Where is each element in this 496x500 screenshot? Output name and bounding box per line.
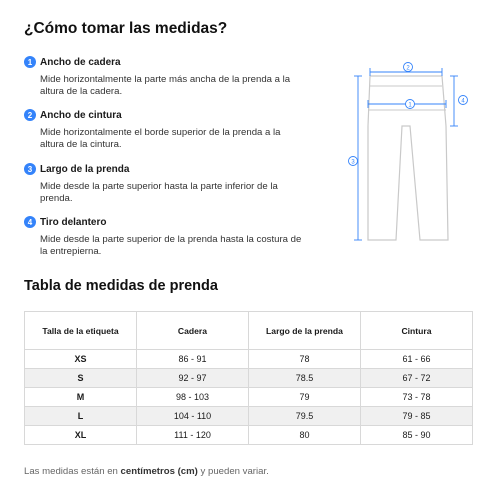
waist-cell: 67 - 72 bbox=[361, 369, 473, 388]
waist-cell: 61 - 66 bbox=[361, 350, 473, 369]
step-number-badge: 2 bbox=[24, 109, 36, 121]
marker-label: 2 bbox=[406, 65, 410, 72]
marker-label: 1 bbox=[408, 102, 412, 109]
size-table bbox=[24, 311, 473, 445]
step-hip-width bbox=[24, 56, 304, 98]
step-title: Ancho de cadera bbox=[40, 56, 121, 68]
table-row bbox=[25, 369, 473, 388]
size-cell: L bbox=[25, 407, 137, 426]
units-note bbox=[24, 466, 269, 477]
size-cell: XS bbox=[25, 350, 137, 369]
size-table-title: Tabla de medidas de prenda bbox=[24, 278, 218, 294]
page-title: ¿Cómo tomar las medidas? bbox=[24, 20, 228, 37]
step-description: Mide desde la parte superior hasta la parte inferior de la prenda. bbox=[40, 181, 278, 204]
hip-cell: 86 - 91 bbox=[137, 350, 249, 369]
step-garment-length bbox=[24, 163, 304, 205]
marker-label: 3 bbox=[351, 159, 355, 166]
table-row bbox=[25, 426, 473, 445]
hip-cell: 104 - 110 bbox=[137, 407, 249, 426]
step-number-badge: 4 bbox=[24, 216, 36, 228]
step-waist-width bbox=[24, 109, 304, 151]
waist-cell: 85 - 90 bbox=[361, 426, 473, 445]
step-title: Ancho de cintura bbox=[40, 109, 122, 121]
note-text-end: y pueden variar. bbox=[197, 466, 269, 477]
column-header-hip: Cadera bbox=[137, 312, 249, 350]
hip-cell: 92 - 97 bbox=[137, 369, 249, 388]
table-row bbox=[25, 350, 473, 369]
column-header-size: Talla de la etiqueta bbox=[25, 312, 137, 350]
length-cell: 78 bbox=[249, 350, 361, 369]
size-cell: S bbox=[25, 369, 137, 388]
note-text: Las medidas están en bbox=[24, 466, 121, 477]
column-header-waist: Cintura bbox=[361, 312, 473, 350]
table-row bbox=[25, 388, 473, 407]
table-header-row bbox=[25, 312, 473, 350]
size-cell: M bbox=[25, 388, 137, 407]
marker-label: 4 bbox=[461, 98, 465, 105]
step-title: Tiro delantero bbox=[40, 216, 107, 228]
size-cell: XL bbox=[25, 426, 137, 445]
length-cell: 79 bbox=[249, 388, 361, 407]
hip-cell: 111 - 120 bbox=[137, 426, 249, 445]
length-cell: 80 bbox=[249, 426, 361, 445]
step-description: Mide horizontalmente el borde superior de la prenda a la altura de la cintura. bbox=[40, 127, 281, 150]
note-units: centímetros (cm) bbox=[120, 466, 198, 477]
step-description: Mide horizontalmente la parte más ancha de la prenda a la altura de la cadera. bbox=[40, 74, 291, 97]
length-cell: 79.5 bbox=[249, 407, 361, 426]
waist-cell: 73 - 78 bbox=[361, 388, 473, 407]
step-number-badge: 1 bbox=[24, 56, 36, 68]
hip-cell: 98 - 103 bbox=[137, 388, 249, 407]
column-header-length: Largo de la prenda bbox=[249, 312, 361, 350]
waist-cell: 79 - 85 bbox=[361, 407, 473, 426]
length-cell: 78.5 bbox=[249, 369, 361, 388]
step-front-rise bbox=[24, 216, 304, 258]
table-row bbox=[25, 407, 473, 426]
step-description: Mide desde la parte superior de la prenda hasta la costura de la entrepierna. bbox=[40, 234, 302, 257]
step-title: Largo de la prenda bbox=[40, 163, 130, 175]
pants-measurement-diagram bbox=[340, 56, 480, 252]
step-number-badge: 3 bbox=[24, 163, 36, 175]
